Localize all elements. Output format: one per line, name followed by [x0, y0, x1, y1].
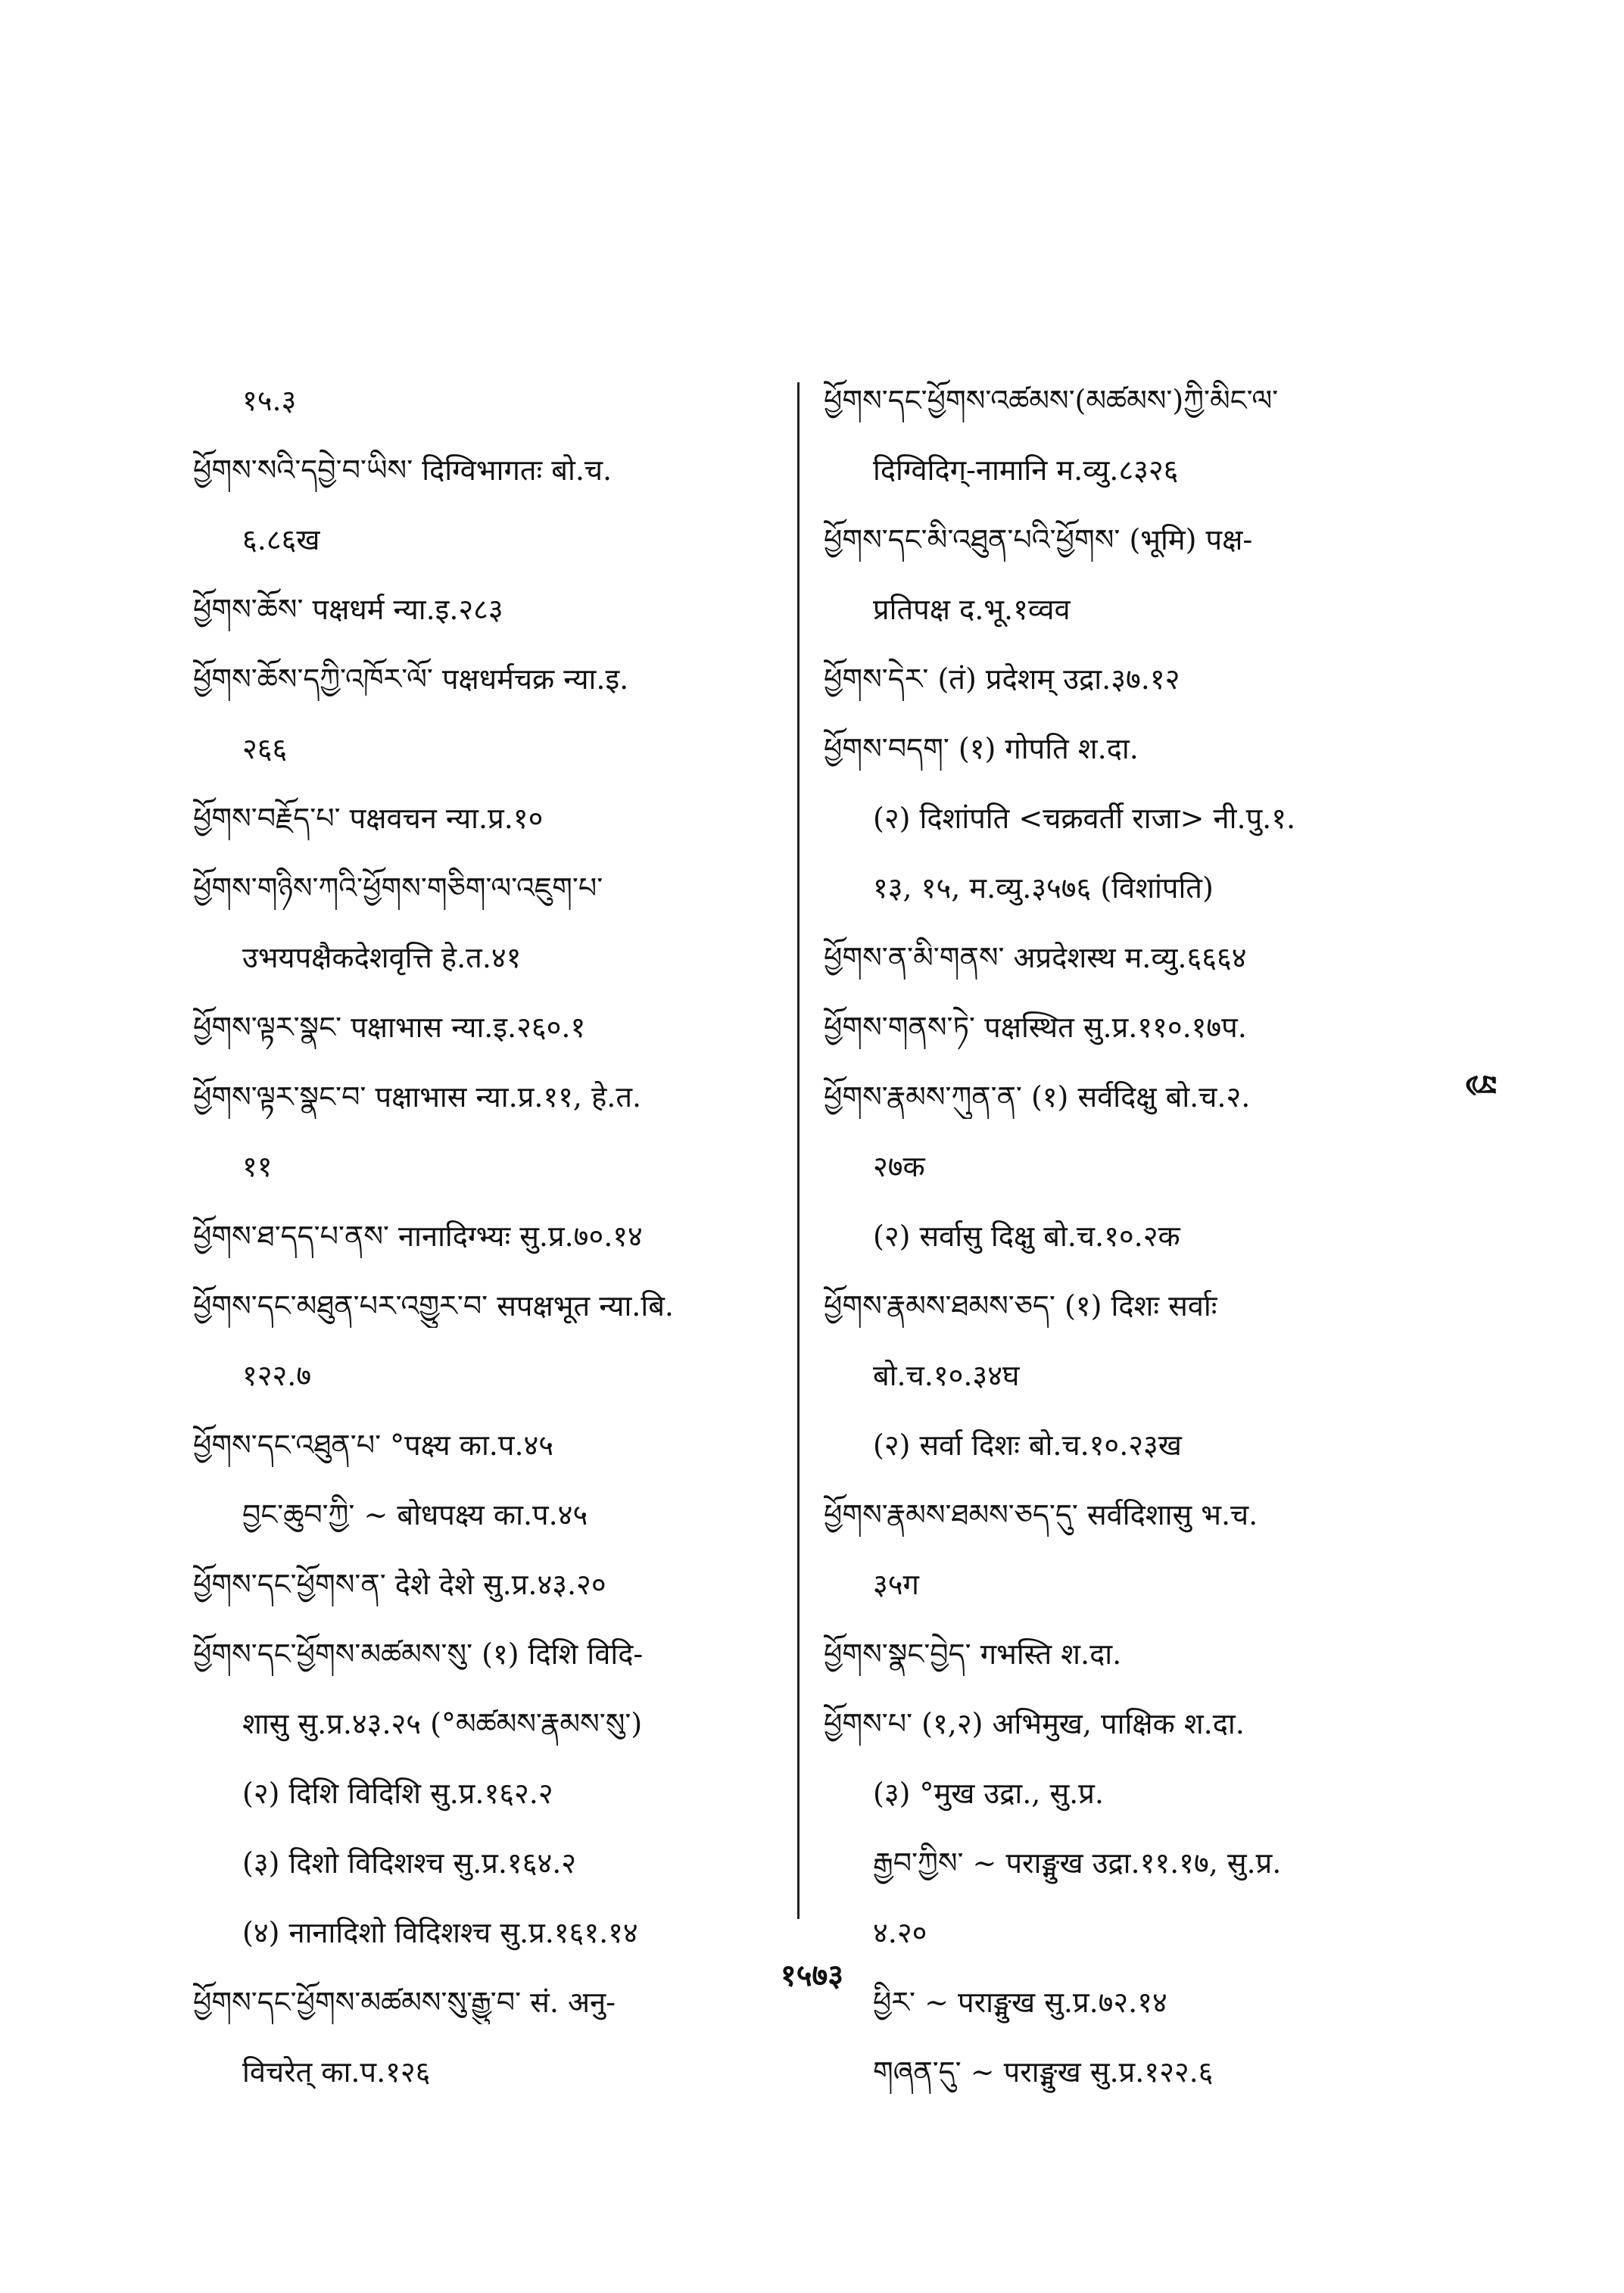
dictionary-entry-line: (२) दिशि विदिशि सु.प्र.१६२.२ — [242, 1777, 553, 1810]
dictionary-entry-line: ཕྱོགས་དང་ཕྱོགས་མཚམས་སུ་རྒྱུ་བ་ सं. अनु- — [193, 1986, 616, 2019]
dictionary-entry-line: ཕྱོགས་རྣམས་ཐམས་ཅད་དུ་ सर्वदिशासु भ.च. — [824, 1498, 1258, 1531]
dictionary-entry-line: विचरेत् का.प.१२६ — [242, 2055, 431, 2089]
dictionary-entry-line: ཕྱོགས་དང་ཕྱོགས་ན་ देशे देशे सु.प्र.४३.२० — [193, 1568, 606, 1601]
dictionary-entry-line: ཕྱོགས་ཆོས་དཀྱི་འཁོར་ལོ་ पक्षधर्मचक्र न्या.इ. — [193, 662, 629, 696]
dictionary-entry-line: ཕྱོགས་སྣང་བྱེད་ गभस्ति श.दा. — [824, 1637, 1122, 1671]
dictionary-entry-line: གཞན་དུ་ ~ पराङ्मुख सु.प्र.१२२.६ — [873, 2055, 1214, 2089]
dictionary-entry-line: ཕྱོགས་དང་ཕྱོགས་མཚམས་སུ་ (१) दिशि विदि- — [193, 1637, 644, 1671]
dictionary-entry-line: ཕྱོགས་པ་ (१,२) अभिमुख, पाक्षिक श.दा. — [824, 1707, 1245, 1740]
dictionary-entry-line: ३५ग — [873, 1568, 919, 1601]
dictionary-entry-line: ཕྱོགས་བདག་ (१) गोपति श.दा. — [824, 732, 1139, 765]
dictionary-entry-line: ཕྱོགས་ཐ་དད་པ་ནས་ नानादिग्भ्यः सु.प्र.७०.१४ — [193, 1220, 643, 1253]
dictionary-entry-line: शासु सु.प्र.४३.२५ (°མཚམས་རྣམས་སུ་) — [242, 1707, 643, 1740]
dictionary-entry-line: ཕྱོགས་ལྟར་སྣང་ पक्षाभास न्या.इ.२६०.१ — [193, 1011, 586, 1044]
dictionary-entry-line: ཕྱོགས་དང་འཐུན་པ་ °पक्ष्य का.प.४५ — [193, 1428, 554, 1462]
dictionary-entry-line: ཕྱོགས་གཉིས་ཀའི་ཕྱོགས་གཅིག་ལ་འཇུག་པ་ — [193, 871, 603, 905]
right-column — [824, 379, 1429, 2120]
dictionary-entry-line: ६.८६ख — [242, 523, 320, 556]
dictionary-entry-line: ཕྱིར་ ~ पराङ्मुख सु.प्र.७२.१४ — [873, 1986, 1167, 2019]
dictionary-entry-line: ४.२० — [873, 1916, 927, 1949]
page-number: १५७३ — [780, 1958, 844, 1993]
dictionary-entry-line: ཕྱོགས་གནས་ཏེ་ पक्षस्थित सु.प्र.११०.१७प. — [824, 1011, 1247, 1044]
dictionary-entry-line: १२२.७ — [242, 1359, 312, 1392]
dictionary-entry-line: २६६ — [242, 732, 288, 765]
dictionary-entry-line: प्रतिपक्ष द.भू.१व्वव — [873, 593, 1071, 626]
dictionary-entry-line: ཕྱོགས་ན་མི་གནས་ अप्रदेशस्थ म.व्यु.६६६४ — [824, 941, 1247, 974]
dictionary-entry-line: बो.च.१०.३४घ — [873, 1359, 1020, 1392]
dictionary-entry-line: བྱང་ཆུབ་ཀྱི་ ~ बोधपक्ष्य का.प.४५ — [242, 1498, 588, 1531]
dictionary-entry-line: ཕྱོགས་བརྗོད་པ་ पक्षवचन न्या.प्र.१० — [193, 802, 544, 835]
dictionary-entry-line: २७क — [873, 1150, 925, 1183]
dictionary-entry-line: རྒྱབ་ཀྱིས་ ~ पराङ्मुख उद्रा.११.१७, सु.प्र. — [873, 1846, 1282, 1880]
dictionary-entry-line: उभयपक्षैकदेशवृत्ति हे.त.४१ — [242, 941, 522, 974]
margin-letter-mark: ཕྱ — [1467, 1075, 1503, 1095]
column-divider — [797, 382, 800, 1919]
dictionary-entry-line: ཕྱོགས་དང་ཕྱོགས་འཚམས་(མཚམས་)ཀྱི་མིང་ལ་ — [824, 384, 1279, 417]
dictionary-entry-line: ཕྱོགས་དང་མི་འཐུན་པའི་ཕྱོགས་ (भूमि) पक्ष- — [824, 523, 1253, 556]
dictionary-entry-line: दिग्विदिग्-नामानि म.व्यु.८३२६ — [873, 453, 1179, 487]
dictionary-entry-line: ཕྱོགས་རྣམས་ཀུན་ན་ (१) सर्वदिक्षु बो.च.२. — [824, 1080, 1251, 1114]
dictionary-entry-line: १५.३ — [242, 384, 297, 417]
dictionary-entry-line: ཕྱོགས་དང་མཐུན་པར་འགྱུར་བ་ सपक्षभूत न्या.बि. — [193, 1289, 675, 1323]
dictionary-entry-line: ཕྱོགས་དེར་ (तं) प्रदेशम् उद्रा.३७.१२ — [824, 662, 1180, 696]
dictionary-entry-line: ཕྱོགས་ལྟར་སྣང་བ་ पक्षाभास न्या.प्र.११, हे.त. — [193, 1080, 642, 1114]
left-column — [193, 379, 791, 2120]
dictionary-entry-line: (२) दिशांपति <चक्रवर्ती राजा> नी.पु.१. — [873, 802, 1296, 835]
dictionary-entry-line: (३) दिशो विदिशश्च सु.प्र.१६४.२ — [242, 1846, 577, 1880]
dictionary-entry-line: ཕྱོགས་རྣམས་ཐམས་ཅད་ (१) दिशः सर्वाः — [824, 1289, 1217, 1323]
dictionary-entry-line: ཕྱོགས་སའི་དབྱེ་བ་ཡིས་ दिग्विभागतः बो.च. — [193, 453, 613, 487]
dictionary-entry-line: १३, १५, म.व्यु.३५७६ (विशांपति) — [873, 871, 1214, 905]
dictionary-entry-line: ཕྱོགས་ཆོས་ पक्षधर्म न्या.इ.२८३ — [193, 593, 503, 626]
dictionary-entry-line: (२) सर्वा दिशः बो.च.१०.२३ख — [873, 1428, 1182, 1462]
dictionary-entry-line: ११ — [242, 1150, 273, 1183]
dictionary-entry-line: (२) सर्वासु दिक्षु बो.च.१०.२क — [873, 1220, 1180, 1253]
dictionary-entry-line: (३) °मुख उद्रा., सु.प्र. — [873, 1777, 1104, 1810]
dictionary-entry-line: (४) नानादिशो विदिशश्च सु.प्र.१६१.१४ — [242, 1916, 638, 1949]
